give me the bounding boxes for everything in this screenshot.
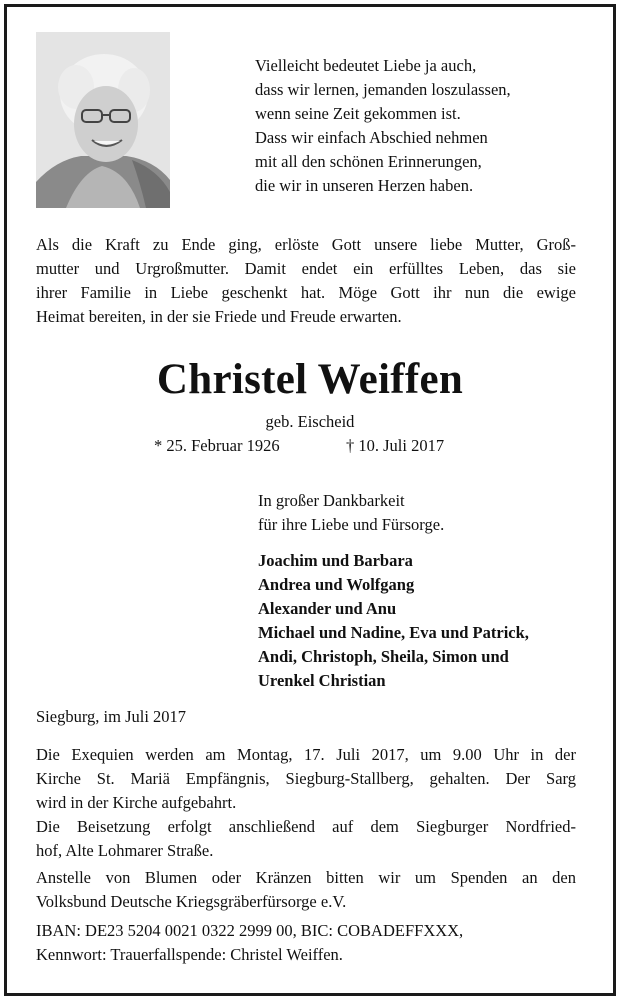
family-list [258, 549, 529, 693]
intro-line: Als die Kraft zu Ende ging, erlöste Gott unsere liebe Mutter, Groß- [36, 235, 576, 254]
family-line: Joachim und Barbara [258, 551, 413, 570]
family-line: Andi, Christoph, Sheila, Simon und [258, 647, 509, 666]
bank-details [36, 919, 576, 967]
portrait-image [36, 32, 170, 208]
poem-line: dass wir lernen, jemanden loszulassen, [255, 80, 511, 99]
burial-paragraph [36, 815, 576, 863]
family-line: Andrea und Wolfgang [258, 575, 415, 594]
family-line: Michael und Nadine, Eva und Patrick, [258, 623, 529, 642]
deceased-name: Christel Weiffen [156, 356, 464, 403]
poem-line: wenn seine Zeit gekommen ist. [255, 104, 461, 123]
thanks-line: für ihre Liebe und Fürsorge. [258, 515, 445, 534]
burial-line: Die Beisetzung erfolgt anschließend auf dem Siegburger Nordfried- [36, 817, 576, 836]
poem-line: die wir in unseren Herzen haben. [255, 176, 474, 195]
family-line: Urenkel Christian [258, 671, 386, 690]
poem-line: mit all den schönen Erinnerungen, [255, 152, 482, 171]
exequien-line: Die Exequien werden am Montag, 17. Juli 2017, um 9.00 Uhr in der [36, 745, 576, 764]
bank-line: Kennwort: Trauerfallspende: Christel Weiffen. [36, 945, 343, 964]
donation-line: Volksbund Deutsche Kriegsgräberfürsorge e.V. [36, 892, 347, 911]
poem-line: Vielleicht bedeutet Liebe ja auch, [255, 56, 477, 75]
maiden-name: geb. Eischeid [265, 412, 355, 431]
place-date: Siegburg, im Juli 2017 [36, 707, 187, 726]
intro-line: ihrer Familie in Liebe geschenkt hat. Möge Gott ihr nun die ewige [36, 283, 576, 302]
birth-date: * 25. Februar 1926 [154, 436, 280, 455]
thanks-text [258, 489, 444, 537]
exequien-paragraph [36, 743, 576, 815]
death-date: † 10. Juli 2017 [346, 436, 445, 455]
poem [255, 54, 585, 198]
exequien-line: Kirche St. Mariä Empfängnis, Siegburg-Stallberg, gehalten. Der Sarg [36, 769, 576, 788]
intro-paragraph [36, 233, 576, 329]
family-line: Alexander und Anu [258, 599, 397, 618]
donation-line: Anstelle von Blumen oder Kränzen bitten wir um Spenden an den [36, 868, 576, 887]
poem-line: Dass wir einfach Abschied nehmen [255, 128, 488, 147]
portrait-photo [36, 32, 170, 208]
intro-line: Heimat bereiten, in der sie Friede und Freude erwarten. [36, 307, 402, 326]
thanks-line: In großer Dankbarkeit [258, 491, 405, 510]
exequien-line: wird in der Kirche aufgebahrt. [36, 793, 237, 812]
burial-line: hof, Alte Lohmarer Straße. [36, 841, 214, 860]
donation-paragraph [36, 866, 576, 914]
intro-line: mutter und Urgroßmutter. Damit endet ein erfülltes Leben, das sie [36, 259, 576, 278]
bank-line: IBAN: DE23 5204 0021 0322 2999 00, BIC: COBADEFFXXX, [36, 921, 464, 940]
